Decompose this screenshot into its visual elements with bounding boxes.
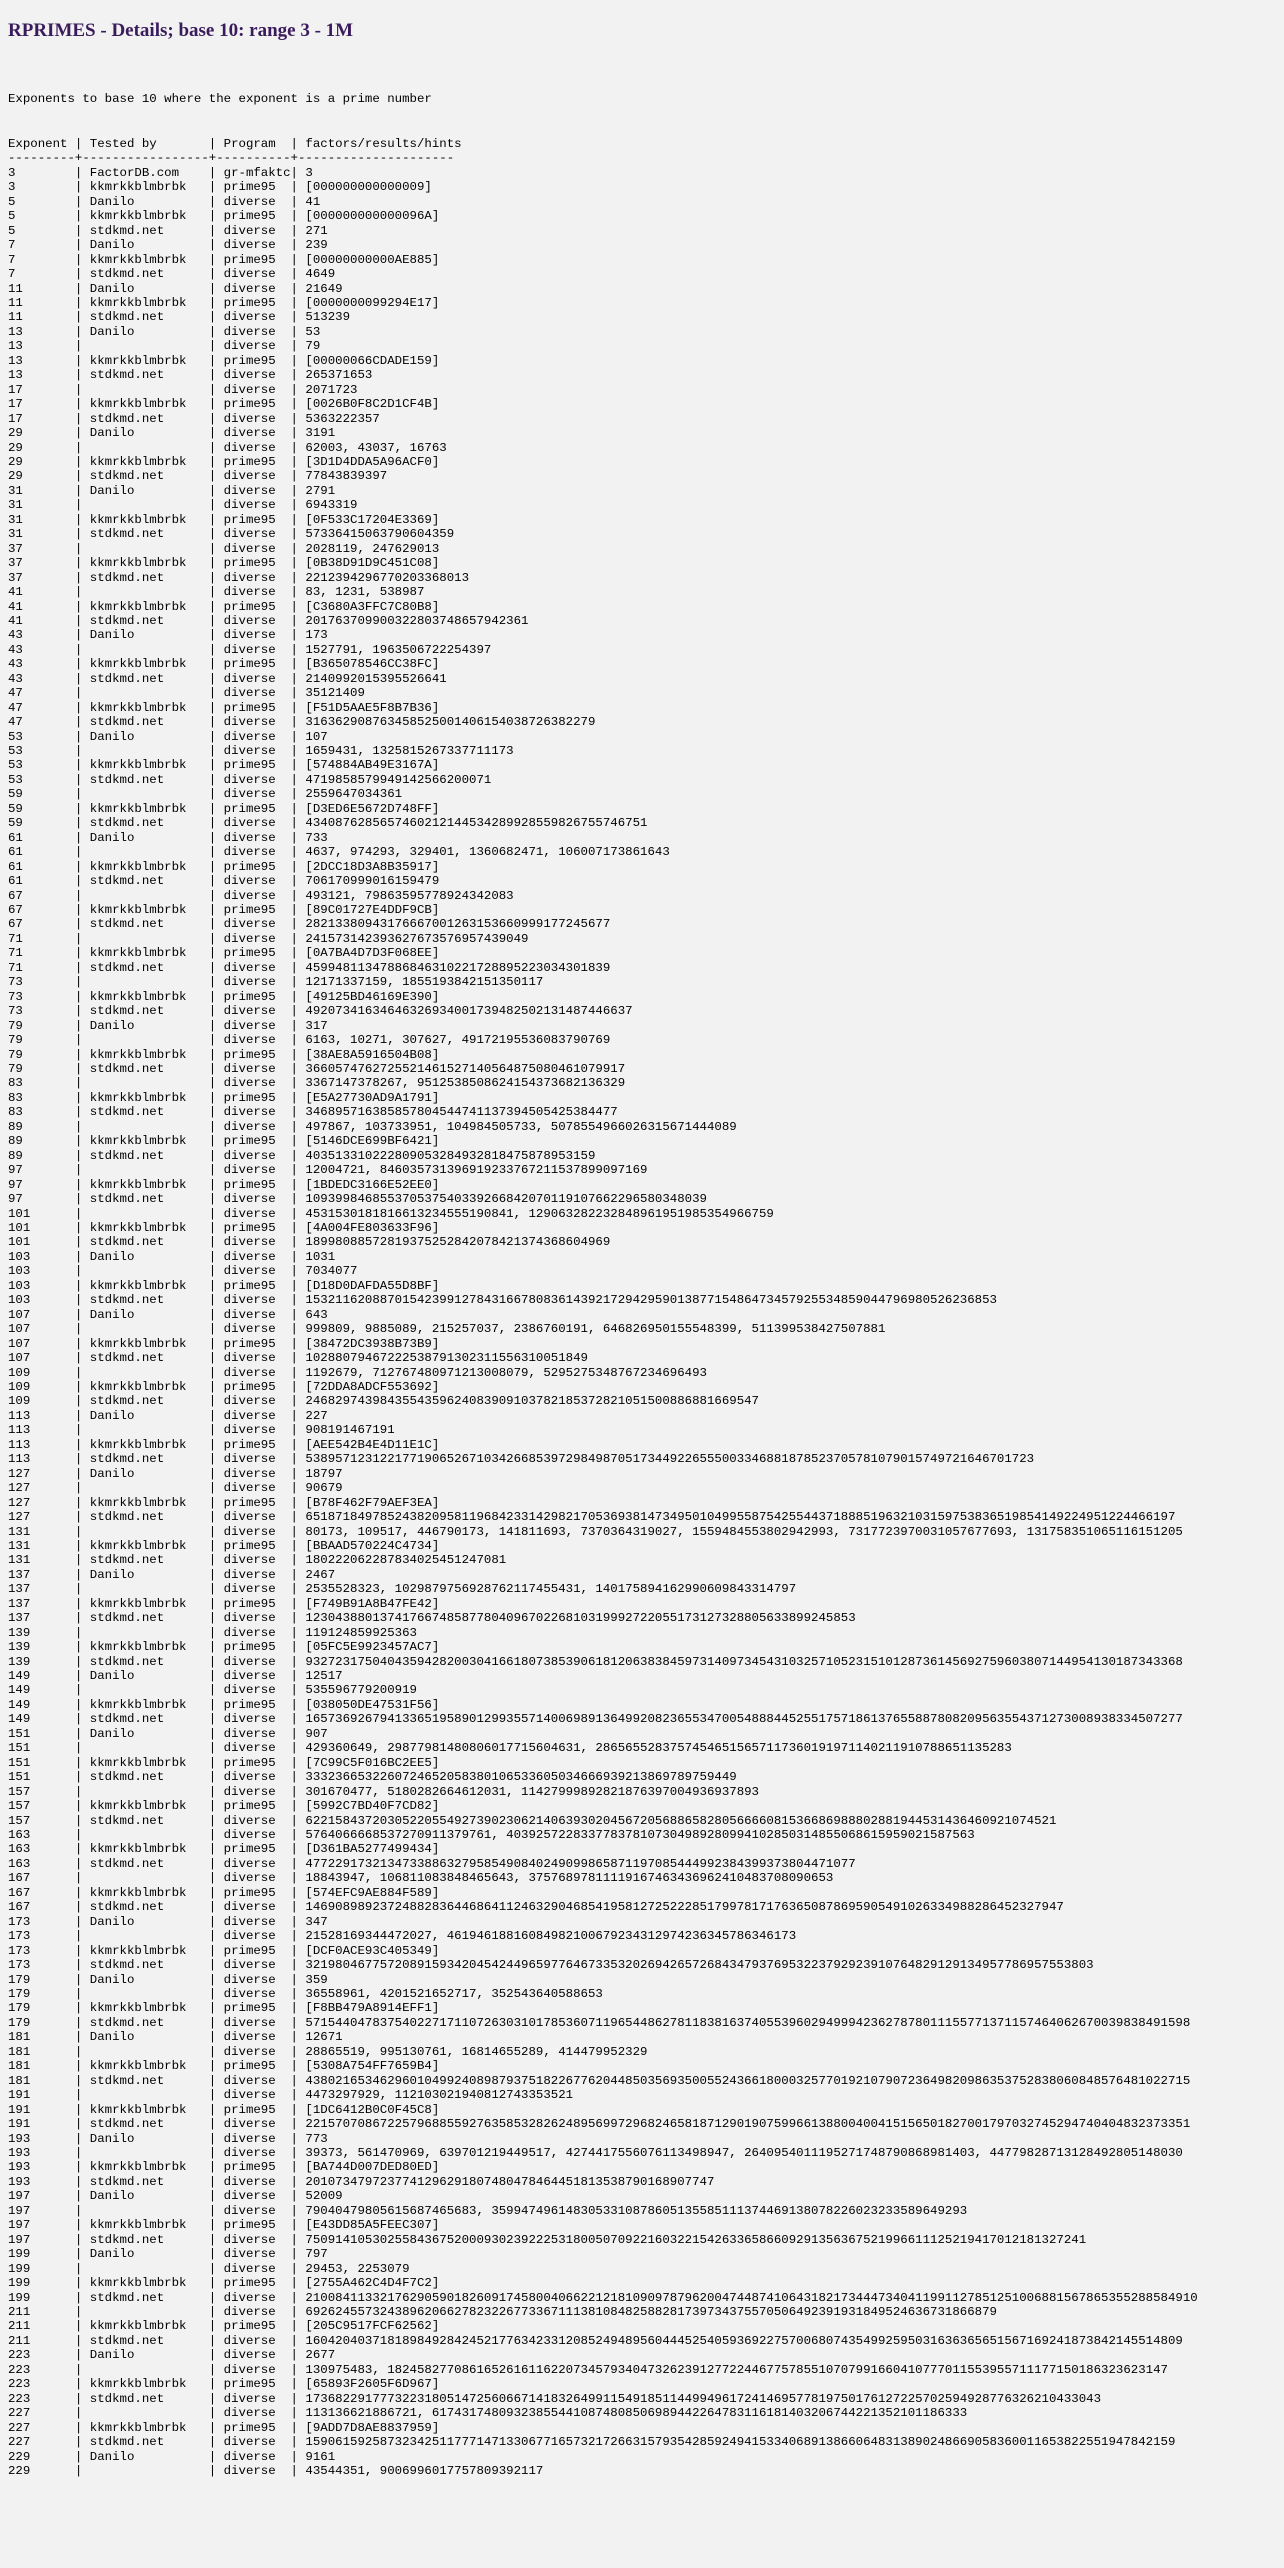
table-row: 109 | | diverse | 1192679, 712767480971213008079, 5295275348767234696493 (8, 1365, 707, 1380)
table-row: 163 | stdkmd.net | diverse | 47722917321347338863279585490840249099865871197085444992384399373804471077 (8, 1856, 856, 1871)
table-row: 229 | | diverse | 43544351, 9006996017757809392117 (8, 2463, 544, 2478)
table-row: 181 | stdkmd.net | diverse | 43802165346296010499240898793751822677620448503569350055243661800032577019210790723649820986353752838060848576481022715 (8, 2073, 1191, 2088)
table-row: 167 | | diverse | 18843947, 106811083848465643, 37576897811119167463436962410483708090653 (8, 1871, 834, 1886)
table-row: 157 | stdkmd.net | diverse | 62215843720305220554927390230621406393020456720568865828056666081536686988802881944531436460921074521 (8, 1813, 1057, 1828)
table-row: 17 | | diverse | 2071723 (8, 382, 358, 397)
table-row: 7 | Danilo | diverse | 239 (8, 238, 328, 253)
table-row: 151 | stdkmd.net | diverse | 3332366532260724652058380106533605034666939213869789759449 (8, 1770, 737, 1785)
table-row: 211 | kkmrkkblmbrbk | prime95 | [205C9517FCF62562] (8, 2319, 440, 2334)
table-row: 103 | stdkmd.net | diverse | 153211620887015423991278431667808361439217294295901387715486473457925534859044796980526236853 (8, 1293, 997, 1308)
table-row: 167 | stdkmd.net | diverse | 146908989237248828364468641124632904685419581272522285179978171763650878695905491026334988286452327947 (8, 1900, 1064, 1915)
table-body (8, 166, 1198, 2479)
table-row: 83 | | diverse | 3367147378267, 9512538508624154373682136329 (8, 1076, 626, 1091)
table-row: 127 | Danilo | diverse | 18797 (8, 1466, 343, 1481)
table-row: 197 | | diverse | 79040479805615687465683, 3599474961483053310878605135585111374469138078226023233589649293 (8, 2203, 968, 2218)
table-row: 131 | stdkmd.net | diverse | 180222062287834025451247081 (8, 1553, 507, 1568)
table-row: 41 | kkmrkkblmbrbk | prime95 | [C3680A3FFC7C80B8] (8, 599, 440, 614)
table-row: 3 | FactorDB.com | gr-mfaktc| 3 (8, 165, 313, 180)
results-table (8, 137, 1198, 2478)
table-row: 223 | kkmrkkblmbrbk | prime95 | [65893F2605F6D967] (8, 2377, 440, 2392)
table-row: 151 | Danilo | diverse | 907 (8, 1726, 328, 1741)
table-row: 137 | | diverse | 2535528323, 1029879756928762117455431, 140175894162990609843314797 (8, 1582, 797, 1597)
table-row: 79 | Danilo | diverse | 317 (8, 1018, 328, 1033)
table-row: 151 | | diverse | 429360649, 29877981480806017715604631, 28656552837574546515657117360191971140211910788651135283 (8, 1741, 1012, 1756)
table-row: 37 | kkmrkkblmbrbk | prime95 | [0B38D91D9C451C08] (8, 556, 440, 571)
table-row: 47 | | diverse | 35121409 (8, 686, 365, 701)
table-row: 61 | | diverse | 4637, 974293, 329401, 1360682471, 106007173861643 (8, 845, 670, 860)
table-row: 13 | stdkmd.net | diverse | 265371653 (8, 368, 373, 383)
table-row: 163 | kkmrkkblmbrbk | prime95 | [D361BA5277499434] (8, 1842, 440, 1857)
table-row: 67 | | diverse | 493121, 79863595778924342083 (8, 888, 514, 903)
table-row: 101 | kkmrkkblmbrbk | prime95 | [4A004FE803633F96] (8, 1220, 440, 1235)
table-row: 11 | kkmrkkblmbrbk | prime95 | [0000000099294E17] (8, 295, 440, 310)
table-row: 53 | | diverse | 1659431, 1325815267337711173 (8, 744, 514, 759)
table-row: 97 | kkmrkkblmbrbk | prime95 | [1BDEDC3166E52EE0] (8, 1177, 440, 1192)
table-row: 79 | | diverse | 6163, 10271, 307627, 49172195536083790769 (8, 1033, 611, 1048)
table-row: 139 | kkmrkkblmbrbk | prime95 | [05FC5E9923457AC7] (8, 1640, 440, 1655)
table-row: 227 | stdkmd.net | diverse | 159061592587323425117771471330677165732172663157935428592494153340689138660648313890248669058360011653822551947842159 (8, 2435, 1176, 2450)
table-row: 197 | stdkmd.net | diverse | 750914105302558436752000930239222531800507092216032215426336586609291356367521996611125219417012181327241 (8, 2232, 1087, 2247)
table-row: 73 | | diverse | 12171337159, 1855193842151350117 (8, 975, 544, 990)
page-title: RPRIMES - Details; base 10: range 3 - 1M (8, 20, 354, 41)
table-row: 43 | Danilo | diverse | 173 (8, 628, 328, 643)
table-row: 193 | Danilo | diverse | 773 (8, 2131, 328, 2146)
table-row: 149 | stdkmd.net | diverse | 1657369267941336519589012993557140069891364992082365534700548884452551757186137655887808209563554371273008938334507277 (8, 1712, 1183, 1727)
table-row: 11 | Danilo | diverse | 21649 (8, 281, 343, 296)
table-row: 179 | kkmrkkblmbrbk | prime95 | [F8BB479A8914EFF1] (8, 2001, 440, 2016)
table-row: 13 | kkmrkkblmbrbk | prime95 | [00000066CDADE159] (8, 353, 440, 368)
table-row: 101 | stdkmd.net | diverse | 18998088572819375252842078421374368604969 (8, 1235, 611, 1250)
table-header: Exponent | Tested by | Program | factors/results/hints (8, 137, 462, 151)
table-row: 173 | Danilo | diverse | 347 (8, 1914, 328, 1929)
table-row: 163 | | diverse | 5764066668537270911379761, 403925722833778378107304989280994102850314855068615959021587563 (8, 1828, 975, 1843)
table-row: 211 | | diverse | 692624557324389620662782322677336711138108482588281739734375570506492391931849524636731866879 (8, 2304, 997, 2319)
table-row: 107 | stdkmd.net | diverse | 10288079467222538791302311556310051849 (8, 1351, 588, 1366)
table-row: 59 | stdkmd.net | diverse | 4340876285657460212144534289928559826755746751 (8, 816, 648, 831)
table-row: 31 | Danilo | diverse | 2791 (8, 483, 336, 498)
table-row: 37 | | diverse | 2028119, 247629013 (8, 541, 440, 556)
table-row: 61 | kkmrkkblmbrbk | prime95 | [2DCC18D3A8B35917] (8, 859, 440, 874)
table-row: 181 | Danilo | diverse | 12671 (8, 2030, 343, 2045)
table-row: 167 | kkmrkkblmbrbk | prime95 | [574EFC9AE884F589] (8, 1885, 440, 1900)
table-row: 73 | stdkmd.net | diverse | 49207341634646326934001739482502131487446637 (8, 1004, 633, 1019)
table-row: 227 | kkmrkkblmbrbk | prime95 | [9ADD7D8AE8837959] (8, 2420, 440, 2435)
table-row: 43 | stdkmd.net | diverse | 2140992015395526641 (8, 671, 447, 686)
table-row: 11 | stdkmd.net | diverse | 513239 (8, 310, 351, 325)
table-row: 197 | Danilo | diverse | 52009 (8, 2189, 343, 2204)
table-row: 137 | stdkmd.net | diverse | 12304388013741766748587780409670226810319992722055173127328805633899245853 (8, 1611, 856, 1626)
table-row: 53 | Danilo | diverse | 107 (8, 729, 328, 744)
table-row: 149 | | diverse | 535596779200919 (8, 1683, 417, 1698)
table-row: 71 | kkmrkkblmbrbk | prime95 | [0A7BA4D7D3F068EE] (8, 946, 440, 961)
table-row: 107 | kkmrkkblmbrbk | prime95 | [38472DC3938B73B9] (8, 1336, 440, 1351)
table-row: 127 | stdkmd.net | diverse | 651871849785243820958119684233142982170536938147349501049955875425544371888519632103159753836519854149224951224466197 (8, 1510, 1176, 1525)
table-row: 41 | | diverse | 83, 1231, 538987 (8, 585, 425, 600)
table-row: 149 | Danilo | diverse | 12517 (8, 1669, 343, 1684)
table-row: 97 | stdkmd.net | diverse | 109399846855370537540339266842070119107662296580348039 (8, 1192, 707, 1207)
table-row: 193 | | diverse | 39373, 561470969, 639701219449517, 4274417556076113498947, 2640954011195271748790868981403, 44779828713128492805148030 (8, 2145, 1183, 2160)
table-row: 31 | | diverse | 6943319 (8, 498, 358, 513)
table-row: 71 | | diverse | 241573142393627673576957439049 (8, 931, 529, 946)
table-row: 59 | | diverse | 2559647034361 (8, 787, 403, 802)
table-row: 47 | stdkmd.net | diverse | 316362908763458525001406154038726382279 (8, 715, 596, 730)
table-row: 73 | kkmrkkblmbrbk | prime95 | [49125BD46169E390] (8, 989, 440, 1004)
table-row: 157 | | diverse | 301670477, 5180282664612031, 11427999892821876397004936937893 (8, 1784, 759, 1799)
table-row: 157 | kkmrkkblmbrbk | prime95 | [5992C7BD40F7CD82] (8, 1799, 440, 1814)
table-row: 179 | | diverse | 36558961, 4201521652717, 352543640588653 (8, 1987, 603, 2001)
table-row: 173 | | diverse | 21528169344472027, 46194618816084982100679234312974236345786346173 (8, 1929, 797, 1944)
table-row: 199 | Danilo | diverse | 797 (8, 2247, 328, 2262)
table-row: 79 | kkmrkkblmbrbk | prime95 | [38AE8A5916504B08] (8, 1047, 440, 1062)
table-row: 41 | stdkmd.net | diverse | 201763709900322803748657942361 (8, 613, 529, 628)
table-row: 17 | stdkmd.net | diverse | 5363222357 (8, 411, 380, 426)
table-row: 193 | stdkmd.net | diverse | 2010734797237741296291807480478464451813538790168907747 (8, 2174, 715, 2189)
table-row: 199 | | diverse | 29453, 2253079 (8, 2261, 410, 2276)
table-row: 131 | | diverse | 80173, 109517, 446790173, 141811693, 7370364319027, 1559484553802942993, 7317723970031057677693, 131758351065116151205 (8, 1524, 1183, 1539)
table-row: 53 | kkmrkkblmbrbk | prime95 | [574884AB49E3167A] (8, 758, 440, 773)
table-row: 173 | kkmrkkblmbrbk | prime95 | [DCF0ACE93C405349] (8, 1943, 440, 1958)
table-row: 149 | kkmrkkblmbrbk | prime95 | [038050DE47531F56] (8, 1697, 440, 1712)
table-row: 227 | | diverse | 113136621886721, 617431748093238554410874808506989442264783116181403206744221352101186333 (8, 2406, 968, 2421)
table-row: 83 | kkmrkkblmbrbk | prime95 | [E5A27730AD9A1791] (8, 1090, 440, 1105)
table-row: 31 | stdkmd.net | diverse | 57336415063790604359 (8, 527, 455, 542)
table-row: 181 | | diverse | 28865519, 995130761, 16814655289, 414479952329 (8, 2044, 648, 2059)
table-row: 179 | Danilo | diverse | 359 (8, 1972, 328, 1987)
table-row: 29 | | diverse | 62003, 43037, 16763 (8, 440, 447, 455)
table-row: 139 | stdkmd.net | diverse | 9327231750404359428200304166180738539061812063838459731409734543103257105231510128736145692759603807144954130187343368 (8, 1654, 1183, 1669)
table-row: 53 | stdkmd.net | diverse | 4719858579949142566200071 (8, 772, 492, 787)
table-row: 223 | Danilo | diverse | 2677 (8, 2348, 336, 2363)
table-row: 97 | | diverse | 12004721, 846035731396919233767211537899097169 (8, 1163, 648, 1178)
table-row: 199 | kkmrkkblmbrbk | prime95 | [2755A462C4D4F7C2] (8, 2276, 440, 2291)
table-row: 223 | | diverse | 130975483, 182458277086165261611622073457934047326239127722446775785510707991660410777011553955711177150186323623147 (8, 2362, 1168, 2377)
table-row: 43 | kkmrkkblmbrbk | prime95 | [B365078546CC38FC] (8, 657, 440, 672)
table-row: 137 | kkmrkkblmbrbk | prime95 | [F749B91A8B47FE42] (8, 1596, 440, 1611)
table-row: 191 | kkmrkkblmbrbk | prime95 | [1DC6412B0C0F45C8] (8, 2102, 440, 2117)
table-row: 107 | | diverse | 999809, 9885089, 215257037, 2386760191, 646826950155548399, 511399538427507881 (8, 1322, 886, 1337)
table-row: 191 | stdkmd.net | diverse | 22157070867225796885592763585328262489569972968246581871290190759966138800400415156501827001797032745294740404832373351 (8, 2117, 1191, 2132)
table-row: 113 | kkmrkkblmbrbk | prime95 | [AEE542B4E4D11E1C] (8, 1437, 440, 1452)
table-row: 109 | stdkmd.net | diverse | 2468297439843554359624083909103782185372821051500886881669547 (8, 1394, 759, 1409)
table-row: 197 | kkmrkkblmbrbk | prime95 | [E43DD85A5FEEC307] (8, 2218, 440, 2233)
table-row: 137 | Danilo | diverse | 2467 (8, 1567, 336, 1582)
table-row: 29 | Danilo | diverse | 3191 (8, 426, 336, 441)
table-row: 3 | kkmrkkblmbrbk | prime95 | [000000000000009] (8, 180, 432, 195)
table-row: 103 | kkmrkkblmbrbk | prime95 | [D18D0DAFDA55D8BF] (8, 1278, 440, 1293)
table-row: 107 | Danilo | diverse | 643 (8, 1307, 328, 1322)
table-row: 199 | stdkmd.net | diverse | 210084113321762905901826091745800406622121810909787962004744874106431821734447340411991127851251006881567865355288584910 (8, 2290, 1198, 2305)
table-row: 179 | stdkmd.net | diverse | 57154404783754022717110726303101785360711965448627811838163740553960294999423627878011155771371157464062670039838491598 (8, 2015, 1191, 2030)
table-row: 37 | stdkmd.net | diverse | 2212394296770203368013 (8, 570, 470, 585)
table-row: 5 | Danilo | diverse | 41 (8, 194, 321, 209)
table-row: 89 | | diverse | 497867, 103733951, 104984505733, 5078554966026315671444089 (8, 1119, 737, 1134)
table-row: 5 | kkmrkkblmbrbk | prime95 | [000000000000096A] (8, 209, 440, 224)
table-row: 43 | | diverse | 1527791, 1963506722254397 (8, 642, 492, 657)
table-row: 113 | Danilo | diverse | 227 (8, 1408, 328, 1423)
table-row: 127 | kkmrkkblmbrbk | prime95 | [B78F462F79AEF3EA] (8, 1495, 440, 1510)
table-row: 113 | | diverse | 908191467191 (8, 1423, 395, 1438)
table-row: 71 | stdkmd.net | diverse | 45994811347886846310221728895223034301839 (8, 960, 611, 975)
table-row: 89 | kkmrkkblmbrbk | prime95 | [5146DCE699BF6421] (8, 1134, 440, 1149)
table-row: 29 | stdkmd.net | diverse | 77843839397 (8, 469, 388, 484)
table-row: 139 | | diverse | 119124859925363 (8, 1625, 417, 1640)
table-row: 29 | kkmrkkblmbrbk | prime95 | [3D1D4DDA5A96ACF0] (8, 454, 440, 469)
table-row: 13 | Danilo | diverse | 53 (8, 324, 321, 339)
table-row: 103 | Danilo | diverse | 1031 (8, 1249, 336, 1264)
table-row: 59 | kkmrkkblmbrbk | prime95 | [D3ED6E5672D748FF] (8, 801, 440, 816)
table-row: 61 | Danilo | diverse | 733 (8, 830, 328, 845)
table-row: 61 | stdkmd.net | diverse | 706170999016159479 (8, 874, 440, 889)
table-row: 173 | stdkmd.net | diverse | 3219804677572089159342045424496597764673353202694265726843479376953223792923910764829129134957786957553803 (8, 1958, 1094, 1973)
table-row: 31 | kkmrkkblmbrbk | prime95 | [0F533C17204E3369] (8, 512, 440, 527)
table-row: 229 | Danilo | diverse | 9161 (8, 2449, 336, 2464)
table-row: 17 | kkmrkkblmbrbk | prime95 | [0026B0F8C2D1CF4B] (8, 397, 440, 412)
table-row: 113 | stdkmd.net | diverse | 53895712312217719065267103426685397298498705173449226555003346881878523705781079015749721646701723 (8, 1452, 1035, 1467)
table-row: 67 | kkmrkkblmbrbk | prime95 | [89C01727E4DDF9CB] (8, 903, 440, 918)
table-row: 13 | | diverse | 79 (8, 339, 321, 354)
table-row: 131 | kkmrkkblmbrbk | prime95 | [BBAAD570224C4734] (8, 1538, 440, 1553)
table-row: 7 | kkmrkkblmbrbk | prime95 | [00000000000AE885] (8, 252, 440, 267)
table-row: 193 | kkmrkkblmbrbk | prime95 | [BA744D007DED80ED] (8, 2160, 440, 2175)
table-row: 79 | stdkmd.net | diverse | 3660574762725521461527140564875080461079917 (8, 1062, 626, 1076)
table-row: 89 | stdkmd.net | diverse | 403513310222809053284932818475878953159 (8, 1148, 596, 1163)
table-row: 83 | stdkmd.net | diverse | 346895716385857804544741137394505425384477 (8, 1105, 618, 1120)
page-subtitle: Exponents to base 10 where the exponent is a prime number (8, 92, 432, 106)
table-row: 151 | kkmrkkblmbrbk | prime95 | [7C99C5F016BC2EE5] (8, 1755, 440, 1770)
table-row: 67 | stdkmd.net | diverse | 28213380943176667001263153660999177245677 (8, 917, 611, 932)
table-row: 223 | stdkmd.net | diverse | 17368229177732231805147256066714183264991154918511449949617241469577819750176127225702594928776326210433043 (8, 2391, 1102, 2406)
table-row: 101 | | diverse | 4531530181816613234555190841, 129063282232848961951985354966759 (8, 1206, 774, 1221)
table-row: 103 | | diverse | 7034077 (8, 1264, 358, 1279)
table-separator: ---------+-----------------+----------+--------------------- (8, 151, 455, 166)
table-row: 127 | | diverse | 90679 (8, 1481, 343, 1496)
table-row: 5 | stdkmd.net | diverse | 271 (8, 223, 328, 238)
table-row: 181 | kkmrkkblmbrbk | prime95 | [5308A754FF7659B4] (8, 2059, 440, 2074)
table-row: 191 | | diverse | 4473297929, 112103021940812743353521 (8, 2088, 574, 2103)
table-row: 7 | stdkmd.net | diverse | 4649 (8, 267, 336, 282)
table-row: 211 | stdkmd.net | diverse | 1604204037181898492842452177634233120852494895604445254059369227570068074354992595031636365651567169241873842145514809 (8, 2333, 1183, 2348)
table-row: 47 | kkmrkkblmbrbk | prime95 | [F51D5AAE5F8B7B36] (8, 700, 440, 715)
table-row: 109 | kkmrkkblmbrbk | prime95 | [72DDA8ADCF553692] (8, 1379, 440, 1394)
